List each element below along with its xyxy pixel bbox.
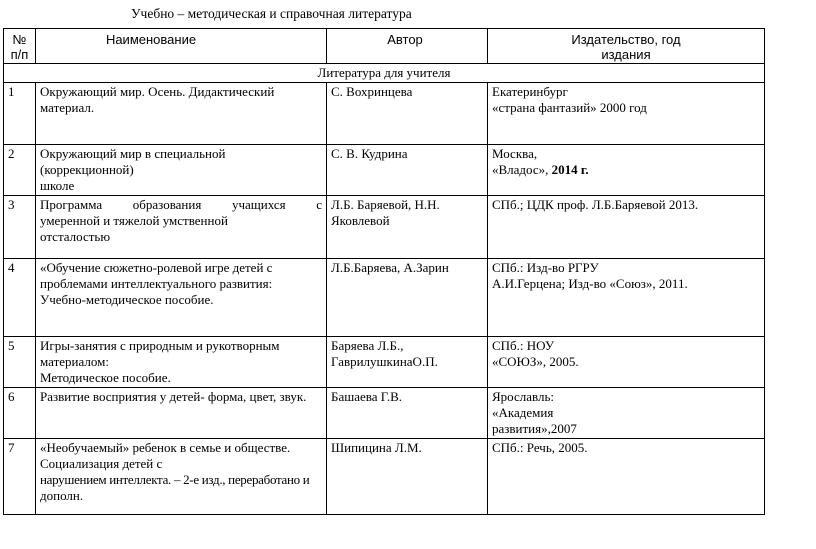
row-name [36, 83, 327, 145]
row-author [327, 145, 488, 196]
row-publisher [488, 83, 765, 145]
row-publisher-line: «Академия [492, 405, 554, 420]
row-author [327, 83, 488, 145]
row-name-line: Окружающий мир. Осень. Дидактический [40, 84, 275, 99]
row-publisher [488, 145, 765, 196]
row-name-line: Развитие восприятия у детей- форма, цвет, звук. [40, 389, 307, 404]
row-publisher [488, 337, 765, 388]
header-num-line1: № [12, 32, 27, 47]
row-name [36, 337, 327, 388]
row-name-line: «Обучение сюжетно-ролевой игре детей с [40, 260, 273, 275]
row-name [36, 196, 327, 259]
header-name-label: Наименование [105, 32, 197, 47]
row-name-line: школе [40, 178, 75, 193]
row-num: 5 [4, 337, 36, 388]
row-name-line: умеренной и тяжелой умственной [40, 213, 228, 228]
row-author-line: Баряева Л.Б., [331, 338, 404, 353]
row-publisher-line: СПб.; ЦДК проф. Л.Б.Баряевой 2013. [492, 197, 699, 212]
row-name-line: материал. [40, 100, 95, 115]
row-name [36, 388, 327, 439]
row-name-line: Игры-занятия с природным и рукотворным [40, 338, 280, 353]
row-author-line: ГаврилушкинаО.П. [331, 354, 438, 369]
row-author [327, 259, 488, 337]
row-name-line: Учебно-методическое пособие. [40, 292, 214, 307]
table-row [4, 439, 765, 515]
row-name [36, 439, 327, 515]
document-title: Учебно – методическая и справочная литература [131, 6, 412, 21]
row-author-line: Яковлевой [331, 213, 390, 228]
row-num: 2 [4, 145, 36, 196]
row-publisher [488, 388, 765, 439]
row-name [36, 145, 327, 196]
row-publisher-line: Екатеринбург [492, 84, 568, 99]
header-author-label: Автор [387, 32, 423, 47]
row-author-line: Л.Б.Баряева, А.Зарин [331, 260, 449, 275]
table-row [4, 388, 765, 439]
section-row [4, 64, 765, 83]
row-publisher-line: СПб.: НОУ [492, 338, 555, 353]
header-name [36, 29, 327, 64]
row-num: 7 [4, 439, 36, 515]
row-publisher [488, 439, 765, 515]
row-name-line: (коррекционной) [40, 162, 134, 177]
row-num: 4 [4, 259, 36, 337]
row-name-line: Методическое пособие. [40, 370, 171, 385]
row-publisher-text: «Владос», [492, 162, 552, 177]
table-row [4, 83, 765, 145]
header-num [4, 29, 36, 64]
row-name-line: нарушением интеллекта. – 2-е изд., переработано и [40, 472, 310, 487]
row-publisher-line: А.И.Герцена; Изд-во «Союз», 2011. [492, 276, 688, 291]
row-name-line: отсталостью [40, 229, 111, 244]
header-row [4, 29, 765, 64]
row-author [327, 439, 488, 515]
row-publisher-line: «страна фантазий» 2000 год [492, 100, 647, 115]
row-publisher-line: Москва, [492, 146, 538, 161]
section-title: Литература для учителя [4, 64, 765, 83]
row-name-line: материалом: [40, 354, 109, 369]
row-publisher [488, 259, 765, 337]
row-num: 6 [4, 388, 36, 439]
literature-table [3, 28, 765, 515]
row-publisher-line: развития»,2007 [492, 421, 577, 436]
header-num-line2: п/п [10, 47, 29, 62]
row-author [327, 196, 488, 259]
header-publisher-line1: Издательство, год [571, 32, 681, 47]
header-author [327, 29, 488, 64]
row-publisher-line [492, 162, 760, 178]
row-name-line: Программа образования учащихся с [40, 197, 322, 212]
header-publisher-line2: издания [601, 47, 651, 62]
row-name-line: Окружающий мир в специальной [40, 146, 226, 161]
row-name-line: дополн. [40, 488, 84, 503]
header-publisher [488, 29, 765, 64]
row-author-line: С. Вохринцева [331, 84, 413, 99]
row-name [36, 259, 327, 337]
row-name-line: проблемами интеллектуального развития: [40, 276, 273, 291]
row-num: 1 [4, 83, 36, 145]
row-author-line: Л.Б. Баряевой, Н.Н. [331, 197, 440, 212]
row-name-line: «Необучаемый» ребенок в семье и обществе. [40, 440, 291, 455]
row-publisher-line: СПб.: Изд-во РГРУ [492, 260, 599, 275]
row-author-line: Шипицина Л.М. [331, 440, 422, 455]
row-author-line: С. В. Кудрина [331, 146, 408, 161]
row-author [327, 388, 488, 439]
row-author-line: Башаева Г.В. [331, 389, 402, 404]
row-publisher-line: СПб.: Речь, 2005. [492, 440, 588, 455]
table-row [4, 145, 765, 196]
row-publisher [488, 196, 765, 259]
row-publisher-year: 2014 г. [551, 162, 589, 177]
row-name-line: Социализация детей с [40, 456, 163, 471]
row-publisher-line: Ярославль: [492, 389, 555, 404]
row-num: 3 [4, 196, 36, 259]
row-publisher-line: «СОЮЗ», 2005. [492, 354, 579, 369]
row-author [327, 337, 488, 388]
table-row [4, 337, 765, 388]
table-row [4, 259, 765, 337]
table-row [4, 196, 765, 259]
